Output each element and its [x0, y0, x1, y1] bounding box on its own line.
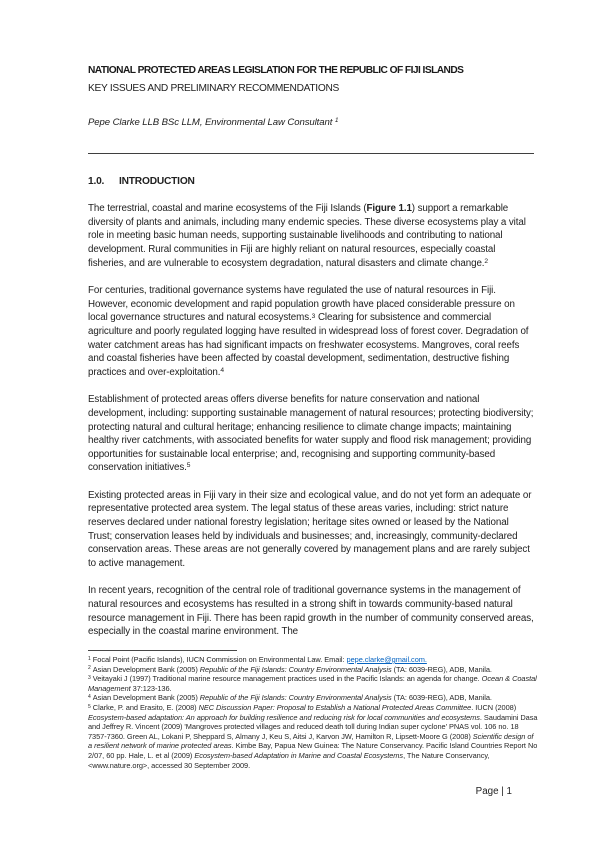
- footnote-marker: 5: [88, 703, 91, 710]
- email-link[interactable]: pepe.clarke@gmail.com.: [346, 655, 427, 664]
- footnote-2: [88, 665, 538, 675]
- text-run: 37:123-136.: [130, 683, 172, 693]
- text-run: Asian Development Bank (2005): [92, 664, 200, 674]
- text-run: Republic of the Fiji Islands: Country Environmental Analysis: [199, 664, 392, 674]
- text-run: , The Nature Conservancy, <www.nature.org>, accessed 30 September 2009.: [88, 750, 490, 770]
- text-run: . IUCN (2008): [471, 702, 517, 712]
- text-run: (TA: 6039-REG), ADB, Manila.: [391, 693, 492, 703]
- footnote-ref-5: 5: [186, 462, 191, 470]
- text-run: NEC Discussion Paper: Proposal to Establish a National Protected Areas Committee: [198, 702, 472, 712]
- footnote-3: [88, 674, 538, 693]
- footnote-text: [93, 693, 492, 702]
- body-paragraph-2: [88, 284, 534, 379]
- text-run: In recent years, recognition of the central role of traditional governance systems in the management of natural resources and ecosystems has resulted in a strong shift in towards community-based natural resource management in Fiji. There has been rapid growth in the number of community conserved areas, especially in the coastal marine environment. The: [88, 585, 534, 638]
- text-run: Focal Point (Pacific Islands), IUCN Commission on Environmental Law. Email:: [92, 655, 347, 664]
- page-number: Page | 1: [475, 786, 512, 797]
- footnote-5: [88, 703, 538, 770]
- section-number: 1.0.: [88, 175, 105, 187]
- author-footnote-ref: 1: [334, 117, 339, 125]
- text-run: For centuries, traditional governance systems have regulated the use of natural resources in Fiji. However, economic development and rapid population growth have placed considerable pressure on local governance structures and natural ecosystems.: [88, 285, 515, 324]
- author-name: Pepe Clarke LLB BSc LLM, Environmental Law Consultant: [88, 117, 335, 128]
- footnote-1: [88, 655, 538, 665]
- footnote-ref-2: 2: [484, 257, 489, 265]
- text-run: Ecosystem-based Adaptation in Marine and Coastal Ecosystems: [194, 750, 404, 760]
- section-title: INTRODUCTION: [119, 175, 195, 187]
- text-run: Ecosystem-based adaptation: An approach for building resilience and reducing risk for local communities and ecosystems: [88, 712, 480, 722]
- footnote-text: [93, 655, 427, 664]
- text-run: ) support a remarkable diversity of plants and animals, including many endemic species. These diverse ecosystems play a vital role in meeting basic human needs, supporting sustainable livelihoods and contributing to national development. Rural communities in Fiji are highly reliant on natural resources, especially coastal fisheries, and are vulnerable to ecosystem degradation, natural disasters and climate change.: [88, 203, 526, 269]
- footnote-marker: 1: [88, 655, 91, 662]
- footnotes-section: [88, 650, 538, 770]
- horizontal-rule: [88, 153, 534, 154]
- text-run: . Kimbe Bay, Papua New Guinea: The Nature Conservancy. Pacific Island Countries Report No 2/07, 60 pp. Hale, L. et al (2009): [88, 741, 538, 760]
- text-run: Scientific design of a resilient network of marine protected areas: [88, 731, 534, 751]
- footnote-text: [88, 703, 537, 770]
- text-run: Clearing for subsistence and commercial agriculture and poorly regulated logging have resulted in widespread loss of forest cover. Degradation of water catchment areas has had significant impacts on freshwater ecosystems. Mangroves, coral reefs and coastal fisheries have been affected by coastal development, sedimentation, destructive fishing practices and over-exploitation.: [88, 312, 529, 378]
- text-run: Asian Development Bank (2005): [92, 693, 200, 703]
- figure-reference: Figure 1.1: [366, 203, 412, 215]
- text-run: Clarke, P. and Erasito, E. (2008): [92, 702, 199, 712]
- text-run: Ocean & Coastal Management: [88, 674, 537, 693]
- text-run: Existing protected areas in Fiji vary in their size and ecological value, and do not yet form an adequate or representative protected area system. The legal status of these areas varies, including: strict nature reserves declared under national forestry legislation; heritage sites owned or leased by the National Trust; conservation leases held by individuals and businesses; and, increasingly, community-declared conservation areas. These areas are not generally covered by management plans and are rarely subject to active management.: [88, 489, 532, 569]
- body-paragraph-3: [88, 393, 534, 475]
- footnote-text: [88, 674, 537, 693]
- text-run: Republic of the Fiji Islands: Country Environmental Analysis: [199, 693, 392, 703]
- text-run: The terrestrial, coastal and marine ecosystems of the Fiji Islands (: [88, 203, 367, 215]
- document-body: [88, 64, 534, 639]
- section-heading: [88, 175, 534, 189]
- footnote-separator: [88, 650, 237, 651]
- footnote-4: [88, 693, 538, 703]
- body-paragraph-5: [88, 584, 534, 638]
- author-line: [88, 116, 534, 130]
- text-run: (TA: 6039-REG), ADB, Manila.: [391, 664, 492, 674]
- footnote-marker: 3: [88, 675, 91, 682]
- text-run: Veitayaki J (1997) Traditional marine resource management practices used in the Pacific Islands: an agenda for change.: [92, 674, 482, 684]
- text-run: Establishment of protected areas offers diverse benefits for nature conservation and national development, including: supporting sustainable management of natural resources; protecting biodiversity; protecting natural and cultural heritage; enhancing resilience to climate change impacts; maintaining healthy river catchments, with associated benefits for water supply and flood risk management; providing opportunities for sustainable local enterprise; and, recognising and supporting community-based conservation initiatives.: [88, 394, 534, 474]
- body-paragraph-1: [88, 202, 534, 270]
- footnote-ref-3: 3: [311, 312, 316, 320]
- footnote-ref-4: 4: [220, 366, 225, 374]
- body-paragraph-4: [88, 489, 534, 571]
- footnote-marker: 4: [88, 694, 91, 701]
- footnote-marker: 2: [88, 665, 91, 672]
- document-subtitle: KEY ISSUES AND PRELIMINARY RECOMMENDATIONS: [88, 83, 340, 94]
- document-title: NATIONAL PROTECTED AREAS LEGISLATION FOR THE REPUBLIC OF FIJI ISLANDS: [88, 65, 464, 76]
- text-run: . Saudamini Dasa and Jeffrey R. Vincent (2009) 'Mangroves protected villages and reduced death toll during Indian super cyclone' PNAS vol. 106 no. 18 7357-7360. Green AL, Lokani P, Sheppard S, Almany J, Keu S, Aitsi J, Karvon JW, Hamilton R, Lipsett-Moore G (2008): [88, 712, 538, 741]
- footnote-text: [93, 665, 492, 674]
